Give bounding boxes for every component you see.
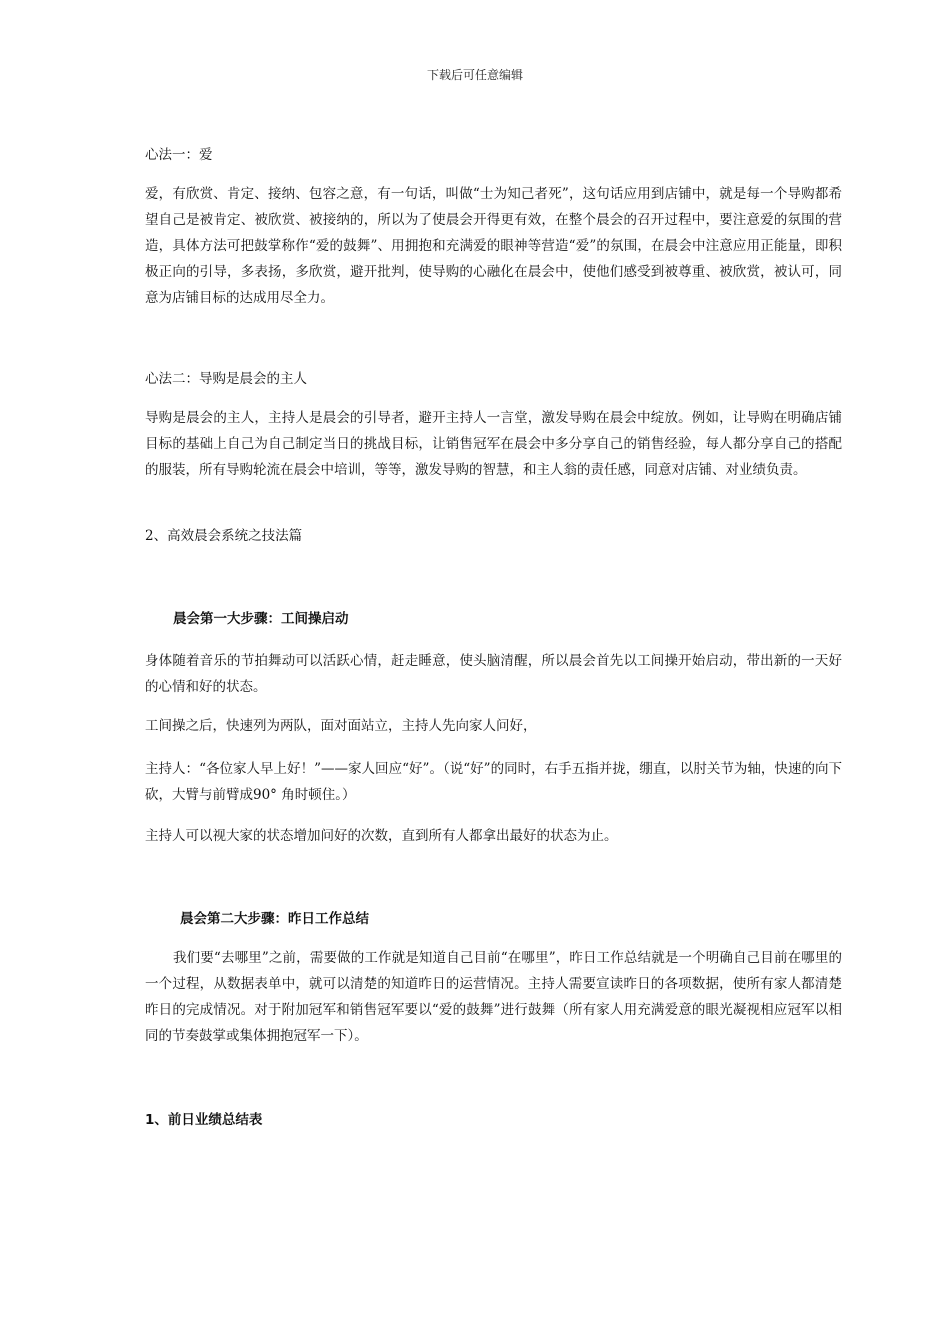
table-section-title: 1、前日业绩总结表 [145, 1112, 263, 1128]
page-header: 下载后可任意编辑 [426, 68, 523, 82]
step2-heading: 晨会第二大步骤：昨日工作总结 [180, 911, 369, 927]
step1-paragraph-2: 工间操之后，快速列为两队，面对面站立，主持人先向家人问好， [145, 718, 537, 734]
step1-heading: 晨会第一大步骤：工间操启动 [173, 611, 349, 627]
method1-title: 心法一：爱 [145, 147, 213, 163]
method2-title: 心法二：导购是晨会的主人 [145, 371, 307, 387]
step1-paragraph-4: 主持人可以视大家的状态增加问好的次数，直到所有人都拿出最好的状态为止。 [145, 828, 618, 844]
step1-paragraph-1: 身体随着音乐的节拍舞动可以活跃心情，赶走睡意，使头脑清醒，所以晨会首先以工间操开始启动，带出新的一天好的心情和好的状态。 [145, 653, 842, 695]
step1-paragraph-3: 主持人：“各位家人早上好！”——家人回应“好”。（说“好”的同时，右手五指并拢，绷直，以肘关节为轴，快速的向下砍，大臂与前臂成90° 角时顿住。） [145, 761, 842, 803]
method1-body: 爱，有欣赏、肯定、接纳、包容之意，有一句话，叫做“士为知己者死”，这句话应用到店铺中，就是每一个导购都希望自己是被肯定、被欣赏、被接纳的，所以为了使晨会开得更有效，在整个晨会的召开过程中，要注意爱的氛围的营造，具体方法可把鼓掌称作“爱的鼓舞”、用拥抱和充满爱的眼神等营造“爱”的氛围，在晨会中注意应用正能量，即积极正向的引导，多表扬，多欣赏，避开批判，使导购的心融化在晨会中，使他们感受到被尊重、被欣赏，被认可，同意为店铺目标的达成用尽全力。 [145, 186, 842, 306]
step2-paragraph-1: 我们要“去哪里”之前，需要做的工作就是知道自己目前“在哪里”，昨日工作总结就是一个明确自己目前在哪里的一个过程，从数据表单中，就可以清楚的知道昨日的运营情况。主持人需要宣读昨日的各项数据，使所有家人都清楚昨日的完成情况。对于附加冠军和销售冠军要以“爱的鼓舞”进行鼓舞（所有家人用充满爱意的眼光凝视相应冠军以相同的节奏鼓掌或集体拥抱冠军一下）。 [145, 950, 842, 1044]
method2-body: 导购是晨会的主人，主持人是晨会的引导者，避开主持人一言堂，激发导购在晨会中绽放。例如，让导购在明确店铺目标的基础上自己为自己制定当日的挑战目标，让销售冠军在晨会中多分享自己的销售经验，每人都分享自己的搭配的服装，所有导购轮流在晨会中培训，等等，激发导购的智慧，和主人翁的责任感，同意对店铺、对业绩负责。 [145, 410, 842, 478]
technique-section-title: 2、高效晨会系统之技法篇 [145, 528, 303, 544]
